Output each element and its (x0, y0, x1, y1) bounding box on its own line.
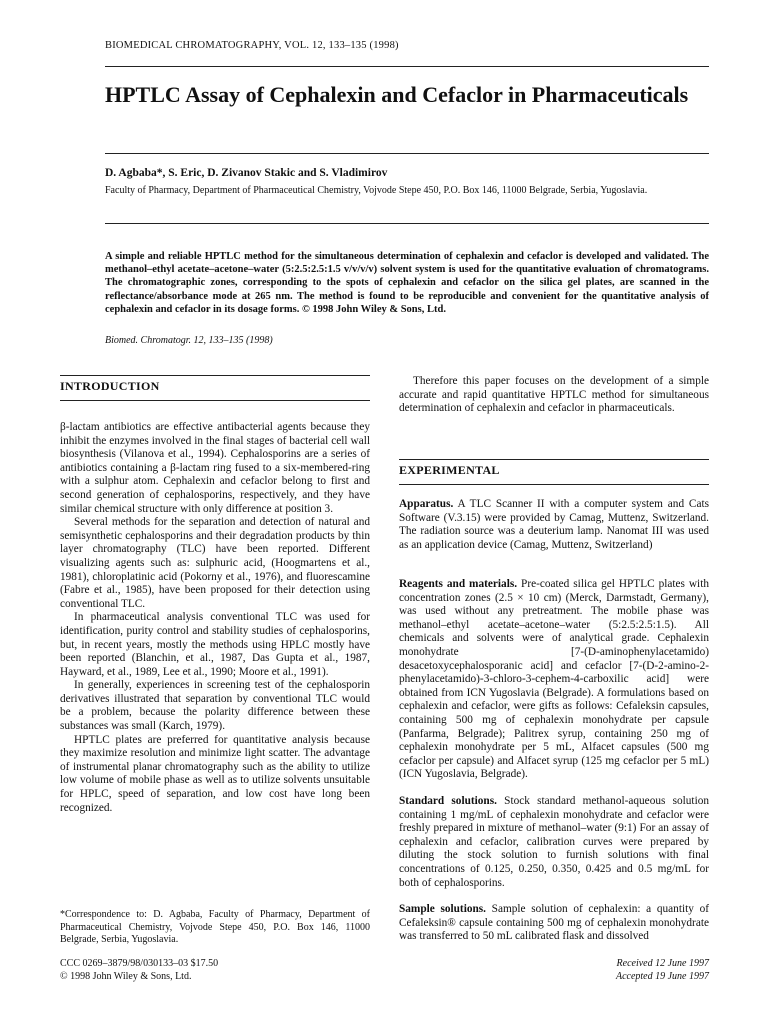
experimental-heading-box (399, 464, 709, 478)
apparatus-section (399, 498, 709, 552)
standard-solutions-section (399, 795, 709, 890)
standard-solutions-heading: Standard solutions. (399, 795, 497, 807)
apparatus-heading: Apparatus. (399, 498, 454, 510)
standard-solutions-text: Stock standard methanol-aqueous solution containing 1 mg/mL of cephalexin monohydrate and cefaclor were freshly prepared in mixture of methanol–water (9:1) For an assay of cephalexin and cefaclor, calibration curves were prepared by diluting the stock solution to furnish solutions with final concentrations of 0.125, 0.250, 0.350, 0.425 and 0.5 mg/mL for both of cephalosporins. (399, 795, 710, 889)
intro-rule-bottom (60, 400, 370, 401)
header-rule (105, 66, 709, 67)
intro-paragraph-5: HPTLC plates are preferred for quantitative analysis because they maximize resolution and minimize light scatter. The advantage of instrumental planar chromatography such as the ability to utilize low volume of mobile phase as well as to utilize solvents unsuitable for HPLC, speed of separation, and low cost have long been recognized. (60, 733, 370, 814)
introduction-body (60, 421, 370, 815)
reagents-heading: Reagents and materials. (399, 578, 518, 590)
reagents-text: Pre-coated silica gel HPTLC plates with concentration zones (2.5 × 10 cm) (Merck, Darmstadt, Germany), was used without any pretreatment. The mobile phase was methanol–ethyl acetate–acetone–water (5:2.5:2.5:1.5). All chemicals and solvents were of analytical grade. Cephalexin monohydrate [7-(D-aminophenylacetamido) desacetoxycephalosporanic acid] and cefaclor [7-(D-2-amino-2-phenylacetamido)-3-chloro-3-cephem-4-carboxilic acid] were obtained from ICN Yugoslavia (Belgrade). A formulations based on cephalexin and cefaclor, were gifts as follows: Cefaleksin capsules, containing 500 mg of cephalexin monohydrate per capsule (Panfarma, Belgrade); Palitrex syrup, containing 250 mg of cephalexin monohydrate per 5 mL, Alfacet capsules (500 mg cefaclor per capsule) and Alfacet syrup (125 mg cefaclor per 5 mL) (ICN Yugoslavia, Belgrade). (399, 578, 709, 781)
experimental-rule-top (399, 459, 709, 460)
author-list: D. Agbaba*, S. Eric, D. Zivanov Stakic and S. Vladimirov (105, 167, 388, 179)
intro-rule-top (60, 375, 370, 376)
footer-copyright: © 1998 John Wiley & Sons, Ltd. (60, 971, 192, 982)
sample-solutions-heading: Sample solutions. (399, 903, 486, 915)
intro-paragraph-3: In pharmaceutical analysis conventional TLC was used for identification, purity control and stability studies of cephalosporins, but, in recent years, mostly the methods using HPLC mostly have been reported (Blanchin, et al., 1987, Das Gupta et al., 1987, Hayward, et al., 1989, Lee et al., 1990; Moore et al., 1991). (60, 611, 370, 678)
title-rule (105, 153, 709, 154)
reagents-section (399, 578, 709, 782)
ccc-code: CCC 0269–3879/98/030133–03 $17.50 (60, 958, 219, 969)
affiliation-rule (105, 223, 709, 224)
citation-line: Biomed. Chromatogr. 12, 133–135 (1998) (105, 335, 273, 346)
intro-heading-box (60, 380, 370, 394)
sample-solutions-text: Sample solution of cephalexin: a quantity of Cefaleksin® capsule containing 500 mg of cephalexin monohydrate was transferred to 50 mL calibrated flask and dissolved (399, 903, 709, 943)
experimental-rule-bottom (399, 484, 709, 485)
correspondence-note: *Correspondence to: D. Agbaba, Faculty of Pharmacy, Department of Pharmaceutical Chemistry, Vojvode Stepe 450, P.O. Box 146, 11000 Belgrade, Serbia, Yugoslavia. (60, 909, 370, 945)
journal-header: BIOMEDICAL CHROMATOGRAPHY, VOL. 12, 133–135 (1998) (105, 40, 399, 51)
introduction-heading: INTRODUCTION (60, 379, 160, 393)
intro-paragraph-6: Therefore this paper focuses on the development of a simple accurate and rapid quantitative HPTLC method for simultaneous determination of cephalexin and cefaclor in pharmaceuticals. (399, 375, 709, 415)
accepted-date: Accepted 19 June 1997 (615, 971, 709, 982)
intro-paragraph-4: In generally, experiences in screening test of the cephalosporin derivatives illustrated that separation by conventional TLC would be a problem, because the polarity difference between these substances was small (Karch, 1979). (60, 679, 370, 733)
abstract: A simple and reliable HPTLC method for the simultaneous determination of cephalexin and cefaclor is developed and validated. The methanol–ethyl acetate–acetone–water (5:2.5:2.5:1.5 v/v/v/v) solvent system is used for the quantitative evaluation of chromatograms. The chromatographic zones, corresponding to the spots of cephalexin and cefaclor on the silica gel plates, are scanned in the reflectance/absorbance mode at 265 nm. The method is found to be reproducible and convenient for the quantitative analysis of cephalexin and cefaclor in its dosage forms. © 1998 John Wiley & Sons, Ltd. (105, 251, 709, 315)
sample-solutions-section (399, 903, 709, 944)
experimental-heading: EXPERIMENTAL (399, 463, 500, 477)
intro-continuation (399, 375, 709, 416)
intro-paragraph-1: β-lactam antibiotics are effective antibacterial agents because they inhibit the enzymes involved in the final stages of bacterial cell wall biosynthesis (Vilanova et al., 1994). Cephalosporins are a series of antibiotics containing a β-lactam ring fused to a six-membered-ring with a sulphur atom. Cephalexin and cefaclor belong to first and second generation of cephalosporins, respectively, and they have similar chemical structure with only difference at position 3. (60, 421, 370, 515)
intro-paragraph-2: Several methods for the separation and detection of natural and semisynthetic cephalosporins and their degradation products by thin layer chromatography (TLC) have been reported. Different visualizing agents such as: sulphuric acid, (Hoogmartens et al., 1981), chloroplatinic acid (Pokorny et al., 1976), and fluorescamine (Fabre et al., 1985), have been proposed for their detection using conventional TLC. (60, 516, 370, 610)
affiliation: Faculty of Pharmacy, Department of Pharmaceutical Chemistry, Vojvode Stepe 450, P.O. Box 146, 11000 Belgrade, Serbia, Yugoslavia. (105, 185, 648, 196)
article-title: HPTLC Assay of Cephalexin and Cefaclor in Pharmaceuticals (105, 82, 689, 107)
apparatus-text: A TLC Scanner II with a computer system and Cats Software (V.3.15) were provided by Camag, Muttenz, Switzerland. The radiation source was a deuterium lamp. Nanomat III was used as an application device (Camag, Muttenz, Switzerland) (399, 498, 710, 551)
received-date: Received 12 June 1997 (616, 958, 709, 969)
